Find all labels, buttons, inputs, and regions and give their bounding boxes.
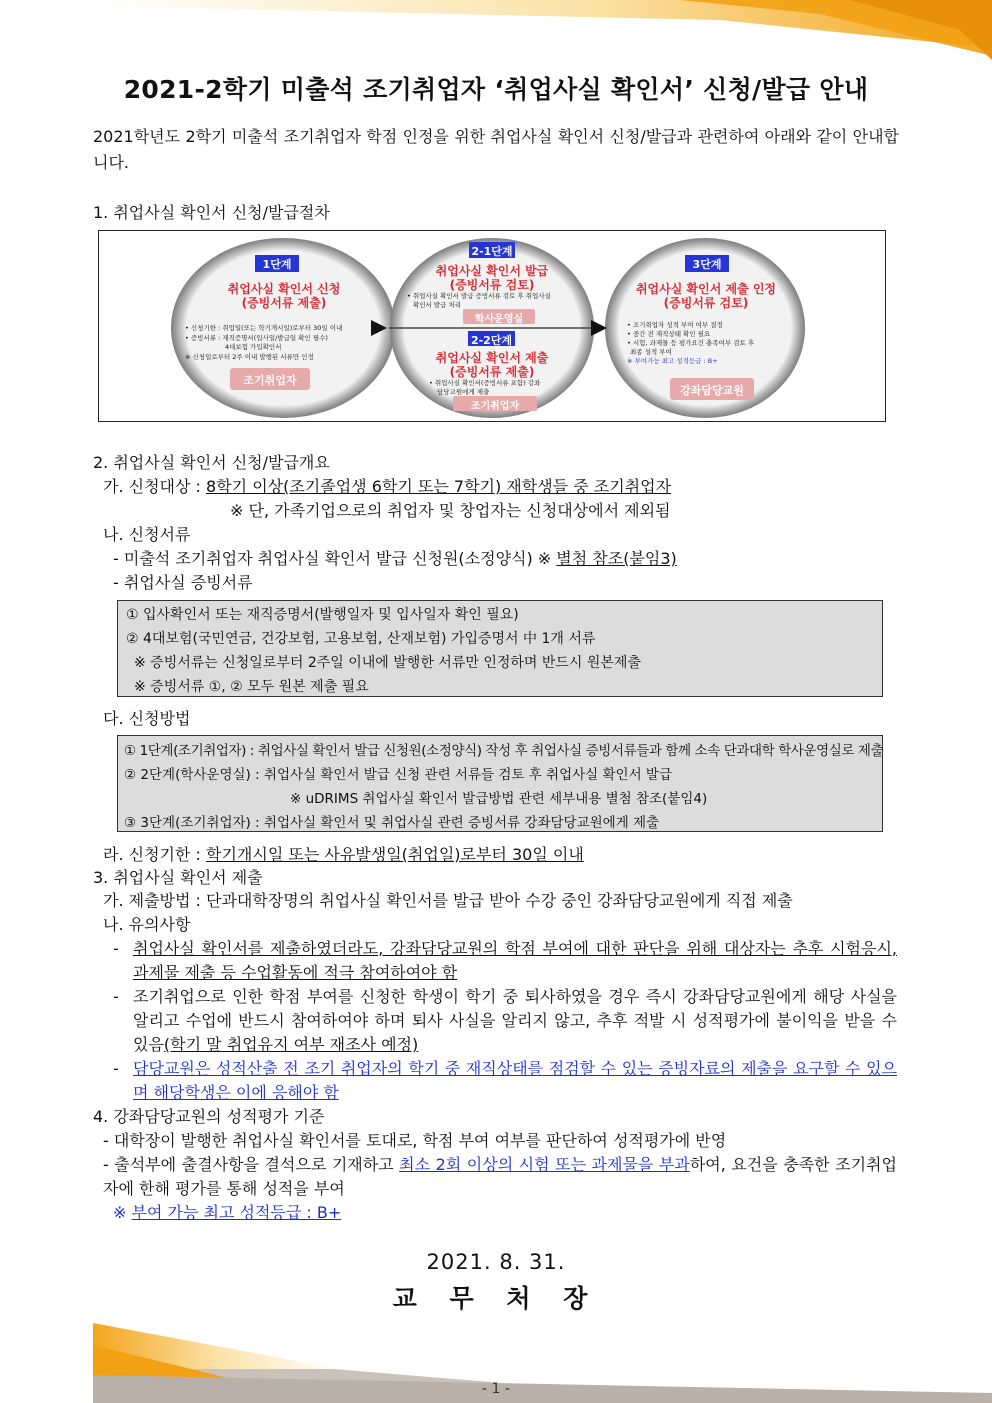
- document-item: [113, 547, 677, 571]
- note-mark: ※: [113, 1203, 132, 1222]
- stage2-1-tag: 2-1단계: [471, 245, 513, 258]
- stage3-note: 최종 성적 부여: [630, 348, 672, 356]
- grading-item-2-text: 하여, 요건을 충족한 조기취업자에 한해 평가를 통해 성적을 부여: [103, 1155, 897, 1198]
- deadline-label: 라. 신청기한 :: [103, 845, 207, 864]
- deadline-line: [103, 843, 584, 867]
- submission-method: 가. 제출방법 : 단과대학장명의 취업사실 확인서를 발급 받아 수강 중인 강좌담당교원에게 직접 제출: [103, 891, 793, 910]
- stage2-2-tag: 2-2단계: [470, 334, 513, 347]
- max-grade-text: 부여 가능 최고 성적등급 : B+: [131, 1203, 342, 1222]
- stage2-2-note: • 취업사실 확인서(증빙서류 포함) 강좌: [429, 379, 541, 387]
- target-note: ※ 단, 가족기업으로의 취업자 및 창업자는 신청대상에서 제외됨: [230, 501, 671, 520]
- process-flow-diagram: [98, 230, 886, 422]
- page-number: - 1 -: [482, 1381, 510, 1397]
- document-item: - 취업사실 증빙서류: [113, 573, 253, 592]
- stage1-note: ※ 신청일로부터 2주 이내 발행된 서류만 인정: [185, 353, 314, 361]
- caution-item-2-text: 조기취업으로 인한 학점 부여를 신청한 학생이 학기 중 퇴사하였을 경우 즉시 강좌담당교원에게 해당 사실을 알리고 수업에 반드시 참여하여야 하며 퇴사 사실을 알리지 않고, 추후 적발 시 성적평가에 불이익을 받을 수 있음: [133, 987, 897, 1054]
- target-label: 가. 신청대상 :: [103, 477, 207, 496]
- stage2-1-note: • 취업사실 확인서 발급 증빙서류 검토 후 취업사실: [407, 292, 551, 300]
- stage1-note: • 신청기한 : 취업일(또는 학기개시일)로부터 30일 이내: [185, 324, 343, 332]
- documents-label: 나. 신청서류: [103, 525, 191, 544]
- attachment-reference: 별첨 참조(붙임3): [556, 549, 677, 568]
- stage3-note: • 조기취업자 성적 부여 여부 결정: [627, 321, 723, 329]
- section3-heading: 3. 취업사실 확인서 제출: [93, 868, 263, 887]
- stage2-1-title: 취업사실 확인서 발급: [435, 264, 549, 278]
- section4-heading: 4. 강좌담당교원의 성적평가 기준: [93, 1107, 325, 1126]
- box-line: ① 입사확인서 또는 재직증명서(발행일자 및 입사일자 확인 필요): [126, 607, 519, 623]
- stage1-actor: 조기취업자: [243, 374, 297, 387]
- arrow-icon: [591, 320, 607, 336]
- box-line: ③ 3단계(조기취업자) : 취업사실 확인서 및 취업사실 관련 증빙서류 강좌담당교원에게 제출: [124, 815, 660, 831]
- stage1-tag: 1단계: [262, 258, 292, 271]
- evidence-docs-box: [117, 600, 883, 697]
- stage3-note: ※ 부여가능 최고 성적등급 : B+: [627, 357, 718, 365]
- intro-paragraph: 2021학년도 2학기 미출석 조기취업자 학점 인정을 위한 취업사실 확인서 신청/발급과 관련하여 아래와 같이 안내합니다.: [93, 127, 899, 172]
- caution-item-3: 담당교원은 성적산출 전 조기 취업자의 학기 중 재직상태를 점검할 수 있는 증빙자료의 제출을 요구할 수 있으며 해당학생은 이에 응해야 함: [133, 1059, 897, 1102]
- stage3-subtitle: (증빙서류 검토): [663, 296, 749, 310]
- stage3-note: • 중간 전 재직상태 확인 필요: [627, 330, 711, 338]
- dash-mark: -: [113, 939, 119, 958]
- caution-item-2: [133, 985, 897, 1057]
- caution-item-1: 취업사실 확인서를 제출하였더라도, 강좌담당교원의 학점 부여에 대한 판단을 위해 대상자는 추후 시험응시, 과제물 제출 등 수업활동에 적극 참여하여야 함: [133, 939, 897, 982]
- box-line: ① 1단계(조기취업자) : 취업사실 확인서 발급 신청원(소정양식) 작성 후 취업사실 증빙서류들과 함께 소속 단과대학 학사운영실로 제출: [124, 743, 884, 759]
- dash-mark: -: [113, 1059, 119, 1078]
- method-label: 다. 신청방법: [103, 709, 191, 728]
- stage1-title: 취업사실 확인서 신청: [227, 282, 341, 296]
- document-item-text: - 미출석 조기취업자 취업사실 확인서 발급 신청원(소정양식) ※: [113, 549, 557, 568]
- stage3-actor: 강좌담당교원: [680, 384, 744, 397]
- box-line: ※ 증빙서류는 신청일로부터 2주일 이내에 발행한 서류만 인정하며 반드시 원본제출: [134, 655, 641, 671]
- stage1-note: • 증빙서류 : 재직증명서(입사일/발급일 확인 필수): [185, 334, 328, 342]
- section2-heading: 2. 취업사실 확인서 신청/발급개요: [93, 453, 330, 472]
- stage1-subtitle: (증빙서류 제출): [241, 296, 327, 310]
- box-line: ② 2단계(학사운영실) : 취업사실 확인서 발급 신청 관련 서류들 검토 후 취업사실 확인서 발급: [124, 767, 672, 783]
- stage2-2-actor: 조기취업자: [470, 401, 520, 412]
- header-decoration: [0, 0, 992, 60]
- stage2-1-actor: 학사운영실: [474, 314, 524, 325]
- stage3-title: 취업사실 확인서 제출 인정: [635, 282, 777, 296]
- grading-item-2: [103, 1153, 897, 1201]
- issue-date: 2021. 8. 31.: [426, 1250, 566, 1274]
- box-line: ② 4대보험(국민연금, 건강보험, 고용보험, 산재보험) 가입증명서 中 1개 서류: [126, 631, 596, 647]
- box-line: ※ uDRIMS 취업사실 확인서 발급방법 관련 세부내용 별첨 참조(붙임4): [290, 791, 708, 807]
- target-line: [103, 475, 671, 499]
- stage3-note: • 시험, 과제물 등 평가요건 충족여부 검토 후: [627, 339, 755, 347]
- document-title: 2021-2학기 미출석 조기취업자 ‘취업사실 확인서’ 신청/발급 안내: [123, 75, 869, 104]
- stage2-1-note: 확인서 발급 처리: [413, 301, 462, 309]
- dash-mark: -: [113, 987, 119, 1006]
- stage2-2-note: 담당교원에게 제출: [437, 388, 490, 396]
- caution-label: 나. 유의사항: [103, 915, 191, 934]
- deadline-text: 학기개시일 또는 사유발생일(취업일)로부터 30일 이내: [206, 845, 584, 864]
- target-text: 8학기 이상(조기졸업생 6학기 또는 7학기) 재학생들 중 조기취업자: [206, 477, 672, 496]
- section1-heading: 1. 취업사실 확인서 신청/발급절차: [93, 203, 330, 222]
- signature: 교 무 처 장: [392, 1284, 600, 1313]
- method-box: [117, 735, 883, 832]
- stage2-2-subtitle: (증빙서류 제출): [449, 365, 535, 379]
- grading-item-2-text: - 출석부에 출결사항을 결석으로 기재하고: [103, 1155, 400, 1174]
- grading-item-2-link: 최소 2회 이상의 시험 또는 과제물을 부과: [399, 1155, 690, 1174]
- stage2-1-subtitle: (증빙서류 검토): [449, 278, 535, 292]
- stage1-note: 4대보험 가입확인서: [225, 343, 282, 351]
- box-line: ※ 증빙서류 ①, ② 모두 원본 제출 필요: [134, 679, 369, 695]
- caution-item-2-note: (학기 말 취업유지 여부 재조사 예정): [163, 1035, 419, 1054]
- grading-item-1: - 대학장이 발행한 취업사실 확인서를 토대로, 학점 부여 여부를 판단하여 성적평가에 반영: [103, 1131, 727, 1150]
- max-grade-note: [113, 1201, 341, 1225]
- stage2-2-title: 취업사실 확인서 제출: [435, 351, 549, 365]
- stage3-tag: 3단계: [692, 258, 722, 271]
